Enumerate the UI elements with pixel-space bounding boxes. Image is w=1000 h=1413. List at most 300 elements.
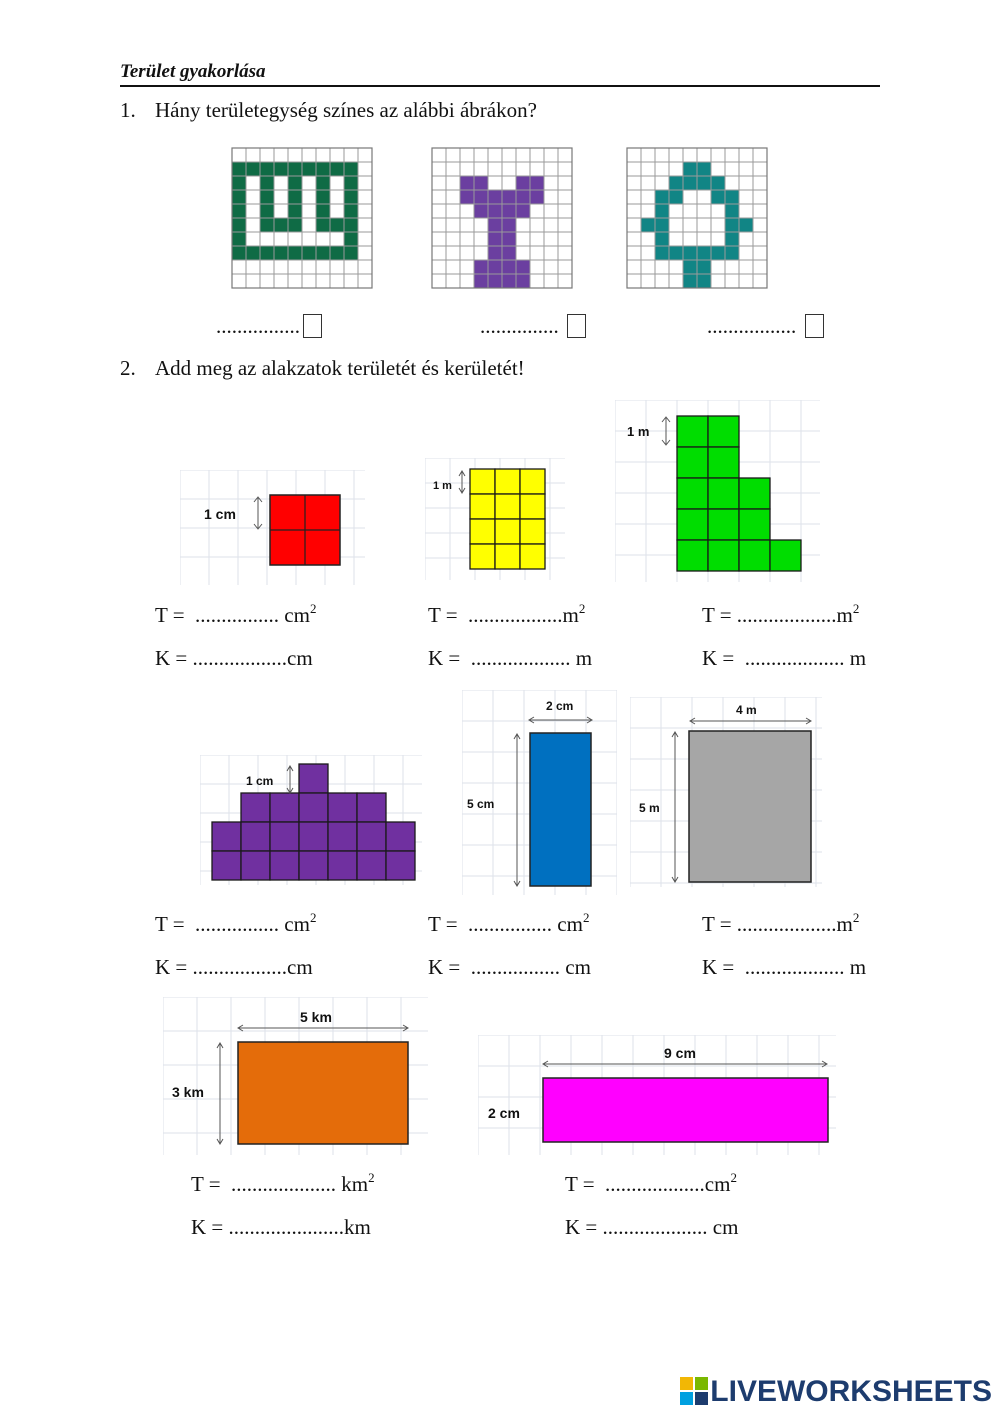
empty-cell bbox=[344, 274, 358, 288]
empty-cell bbox=[460, 218, 474, 232]
colored-cell bbox=[460, 176, 474, 190]
yellow-shape bbox=[470, 469, 545, 569]
empty-cell bbox=[683, 218, 697, 232]
perimeter-blank[interactable]: ................... bbox=[470, 646, 571, 670]
unit-square bbox=[677, 478, 708, 509]
colored-cell bbox=[697, 162, 711, 176]
empty-cell bbox=[530, 162, 544, 176]
colored-cell bbox=[460, 190, 474, 204]
empty-cell bbox=[641, 260, 655, 274]
area-blank[interactable]: ................ bbox=[195, 603, 280, 627]
colored-cell bbox=[260, 176, 274, 190]
colored-cell bbox=[232, 190, 246, 204]
colored-cell bbox=[302, 162, 316, 176]
empty-cell bbox=[516, 162, 530, 176]
colored-cell bbox=[232, 218, 246, 232]
area-label: T = bbox=[428, 912, 458, 936]
area-blank[interactable]: .................... bbox=[231, 1172, 337, 1196]
empty-cell bbox=[432, 260, 446, 274]
colored-cell bbox=[344, 232, 358, 246]
empty-cell bbox=[627, 232, 641, 246]
colored-cell bbox=[488, 204, 502, 218]
empty-cell bbox=[274, 176, 288, 190]
colored-cell bbox=[655, 232, 669, 246]
orange-rect-figure bbox=[163, 997, 428, 1155]
colored-cell bbox=[488, 274, 502, 288]
colored-cell bbox=[274, 162, 288, 176]
colored-cell bbox=[655, 190, 669, 204]
orange-side-label: 3 km bbox=[172, 1084, 204, 1100]
area-label: T = bbox=[155, 603, 185, 627]
answer-5-perimeter bbox=[428, 954, 591, 980]
unit-square bbox=[470, 469, 495, 494]
colored-cell bbox=[530, 190, 544, 204]
unit-square bbox=[520, 494, 545, 519]
empty-cell bbox=[683, 190, 697, 204]
grid-figure-2 bbox=[430, 146, 575, 291]
empty-cell bbox=[316, 148, 330, 162]
empty-cell bbox=[502, 176, 516, 190]
empty-cell bbox=[460, 204, 474, 218]
unit-square bbox=[357, 822, 386, 851]
area-exponent: 2 bbox=[309, 601, 317, 616]
empty-cell bbox=[288, 232, 302, 246]
yellow-rect-figure bbox=[425, 458, 565, 580]
perimeter-label: K = bbox=[702, 646, 735, 670]
empty-cell bbox=[330, 204, 344, 218]
answer-4-perimeter bbox=[155, 954, 313, 980]
unit-square bbox=[299, 764, 328, 793]
perimeter-blank[interactable]: .................. bbox=[192, 646, 288, 670]
empty-cell bbox=[558, 204, 572, 218]
empty-cell bbox=[683, 204, 697, 218]
unit-square bbox=[470, 494, 495, 519]
colored-cell bbox=[641, 218, 655, 232]
orange-shape bbox=[238, 1042, 408, 1144]
empty-cell bbox=[246, 204, 260, 218]
empty-cell bbox=[530, 218, 544, 232]
colored-cell bbox=[502, 274, 516, 288]
colored-cell bbox=[655, 246, 669, 260]
empty-cell bbox=[544, 148, 558, 162]
empty-cell bbox=[697, 218, 711, 232]
purple-unit-label: 1 cm bbox=[246, 774, 274, 788]
colored-cell bbox=[330, 218, 344, 232]
perimeter-blank[interactable]: ................... bbox=[744, 646, 845, 670]
empty-cell bbox=[460, 274, 474, 288]
empty-cell bbox=[330, 148, 344, 162]
q1-answer-2 bbox=[480, 313, 586, 339]
unit-square bbox=[677, 509, 708, 540]
area-unit: km bbox=[341, 1172, 369, 1196]
empty-cell bbox=[358, 232, 372, 246]
colored-cell bbox=[288, 190, 302, 204]
colored-cell bbox=[697, 246, 711, 260]
unit-square bbox=[386, 851, 415, 880]
colored-cell bbox=[502, 190, 516, 204]
empty-cell bbox=[627, 190, 641, 204]
colored-cell bbox=[316, 218, 330, 232]
colored-cell bbox=[274, 246, 288, 260]
question-2-number: 2. bbox=[120, 356, 136, 380]
colored-cell bbox=[725, 246, 739, 260]
colored-cell bbox=[516, 274, 530, 288]
empty-cell bbox=[460, 260, 474, 274]
orange-top-label: 5 km bbox=[300, 1009, 332, 1025]
empty-cell bbox=[655, 176, 669, 190]
liveworksheets-text: LIVEWORKSHEETS bbox=[710, 1375, 992, 1408]
empty-cell bbox=[358, 176, 372, 190]
colored-cell bbox=[711, 246, 725, 260]
empty-cell bbox=[232, 148, 246, 162]
empty-cell bbox=[302, 204, 316, 218]
empty-cell bbox=[246, 190, 260, 204]
colored-cell bbox=[260, 190, 274, 204]
empty-cell bbox=[460, 162, 474, 176]
unit-square bbox=[495, 544, 520, 569]
empty-cell bbox=[530, 232, 544, 246]
empty-cell bbox=[474, 148, 488, 162]
empty-cell bbox=[725, 176, 739, 190]
empty-cell bbox=[432, 246, 446, 260]
empty-cell bbox=[544, 190, 558, 204]
colored-cell bbox=[330, 246, 344, 260]
answer-3-perimeter bbox=[702, 645, 866, 671]
empty-cell bbox=[358, 246, 372, 260]
colored-cell bbox=[502, 218, 516, 232]
empty-cell bbox=[446, 148, 460, 162]
empty-cell bbox=[330, 232, 344, 246]
empty-cell bbox=[544, 232, 558, 246]
empty-cell bbox=[232, 260, 246, 274]
empty-cell bbox=[739, 190, 753, 204]
unit-square bbox=[299, 822, 328, 851]
colored-cell bbox=[260, 218, 274, 232]
empty-cell bbox=[558, 162, 572, 176]
empty-cell bbox=[739, 204, 753, 218]
empty-cell bbox=[669, 232, 683, 246]
unit-square bbox=[520, 519, 545, 544]
empty-cell bbox=[669, 204, 683, 218]
colored-cell bbox=[725, 190, 739, 204]
empty-cell bbox=[302, 232, 316, 246]
colored-cell bbox=[502, 260, 516, 274]
perimeter-blank[interactable]: .................... bbox=[602, 1215, 708, 1239]
empty-cell bbox=[627, 176, 641, 190]
colored-cell bbox=[669, 246, 683, 260]
perimeter-unit: cm bbox=[712, 1215, 739, 1239]
colored-cell bbox=[232, 232, 246, 246]
empty-cell bbox=[627, 162, 641, 176]
colored-cell bbox=[711, 176, 725, 190]
colored-cell bbox=[344, 176, 358, 190]
empty-cell bbox=[544, 246, 558, 260]
empty-cell bbox=[558, 232, 572, 246]
empty-cell bbox=[627, 218, 641, 232]
colored-cell bbox=[739, 218, 753, 232]
empty-cell bbox=[446, 162, 460, 176]
empty-cell bbox=[358, 148, 372, 162]
colored-cell bbox=[683, 260, 697, 274]
empty-cell bbox=[432, 274, 446, 288]
perimeter-unit: km bbox=[344, 1215, 371, 1239]
empty-cell bbox=[753, 274, 767, 288]
empty-cell bbox=[641, 148, 655, 162]
unit-square bbox=[386, 822, 415, 851]
area-blank[interactable]: ................ bbox=[195, 912, 280, 936]
empty-cell bbox=[274, 204, 288, 218]
colored-cell bbox=[288, 246, 302, 260]
colored-cell bbox=[316, 204, 330, 218]
empty-cell bbox=[753, 246, 767, 260]
unit-square bbox=[708, 540, 739, 571]
blue-shape bbox=[530, 733, 591, 886]
answer-6-area bbox=[702, 911, 859, 937]
unit-square bbox=[270, 822, 299, 851]
empty-cell bbox=[358, 162, 372, 176]
empty-cell bbox=[446, 190, 460, 204]
empty-cell bbox=[330, 190, 344, 204]
empty-cell bbox=[246, 218, 260, 232]
perimeter-blank[interactable]: ................... bbox=[744, 955, 845, 979]
q1-answer-1-dots: ................ bbox=[216, 314, 300, 338]
empty-cell bbox=[432, 204, 446, 218]
unit-square bbox=[708, 478, 739, 509]
empty-cell bbox=[344, 148, 358, 162]
perimeter-blank[interactable]: ................. bbox=[470, 955, 561, 979]
area-blank[interactable]: ................... bbox=[736, 603, 837, 627]
empty-cell bbox=[627, 204, 641, 218]
q1-answer-2-box[interactable] bbox=[567, 314, 586, 338]
empty-cell bbox=[302, 176, 316, 190]
empty-cell bbox=[655, 260, 669, 274]
q1-answer-3 bbox=[707, 313, 824, 339]
empty-cell bbox=[669, 274, 683, 288]
colored-cell bbox=[316, 190, 330, 204]
empty-cell bbox=[302, 260, 316, 274]
empty-cell bbox=[669, 260, 683, 274]
area-exponent: 2 bbox=[730, 1170, 737, 1185]
gray-shape bbox=[689, 731, 811, 882]
colored-cell bbox=[274, 218, 288, 232]
colored-cell bbox=[474, 204, 488, 218]
empty-cell bbox=[516, 246, 530, 260]
empty-cell bbox=[739, 176, 753, 190]
answer-7-area bbox=[191, 1171, 375, 1197]
magenta-side-label: 2 cm bbox=[488, 1105, 520, 1121]
colored-cell bbox=[474, 176, 488, 190]
question-1 bbox=[120, 97, 537, 123]
empty-cell bbox=[753, 218, 767, 232]
q1-answer-1-box[interactable] bbox=[303, 314, 322, 338]
area-blank[interactable]: ................ bbox=[468, 912, 553, 936]
empty-cell bbox=[558, 148, 572, 162]
q1-answer-2-dots: ............... bbox=[480, 314, 559, 338]
empty-cell bbox=[753, 176, 767, 190]
empty-cell bbox=[558, 246, 572, 260]
q1-answer-3-box[interactable] bbox=[805, 314, 824, 338]
empty-cell bbox=[488, 176, 502, 190]
colored-cell bbox=[488, 190, 502, 204]
perimeter-label: K = bbox=[565, 1215, 598, 1239]
empty-cell bbox=[516, 232, 530, 246]
empty-cell bbox=[246, 176, 260, 190]
colored-cell bbox=[488, 218, 502, 232]
empty-cell bbox=[544, 260, 558, 274]
empty-cell bbox=[711, 162, 725, 176]
empty-cell bbox=[260, 274, 274, 288]
colored-cell bbox=[516, 176, 530, 190]
colored-cell bbox=[655, 204, 669, 218]
unit-square bbox=[241, 793, 270, 822]
perimeter-unit: cm bbox=[287, 955, 313, 979]
colored-cell bbox=[530, 176, 544, 190]
area-unit: cm bbox=[704, 1172, 731, 1196]
empty-cell bbox=[544, 204, 558, 218]
liveworksheets-logo[interactable] bbox=[680, 1375, 992, 1409]
perimeter-blank[interactable]: ...................... bbox=[228, 1215, 345, 1239]
empty-cell bbox=[288, 260, 302, 274]
area-label: T = bbox=[191, 1172, 221, 1196]
empty-cell bbox=[316, 260, 330, 274]
perimeter-label: K = bbox=[155, 646, 188, 670]
colored-cell bbox=[683, 246, 697, 260]
empty-cell bbox=[274, 148, 288, 162]
colored-cell bbox=[502, 204, 516, 218]
area-exponent: 2 bbox=[852, 910, 860, 925]
empty-cell bbox=[683, 148, 697, 162]
unit-square bbox=[739, 478, 770, 509]
empty-cell bbox=[316, 274, 330, 288]
area-label: T = bbox=[428, 603, 458, 627]
area-blank[interactable]: ................... bbox=[605, 1172, 705, 1196]
colored-cell bbox=[474, 190, 488, 204]
grid-figure-3 bbox=[625, 146, 770, 291]
colored-cell bbox=[516, 190, 530, 204]
empty-cell bbox=[446, 260, 460, 274]
perimeter-label: K = bbox=[428, 955, 461, 979]
empty-cell bbox=[725, 162, 739, 176]
unit-square bbox=[357, 793, 386, 822]
colored-cell bbox=[288, 218, 302, 232]
question-1-text: Hány területegység színes az alábbi ábrákon? bbox=[155, 98, 537, 122]
empty-cell bbox=[641, 246, 655, 260]
unit-square bbox=[241, 851, 270, 880]
empty-cell bbox=[697, 190, 711, 204]
area-label: T = bbox=[565, 1172, 595, 1196]
empty-cell bbox=[711, 218, 725, 232]
gray-top-label: 4 m bbox=[736, 703, 757, 717]
empty-cell bbox=[260, 232, 274, 246]
perimeter-unit: m bbox=[849, 646, 867, 670]
empty-cell bbox=[432, 190, 446, 204]
colored-cell bbox=[232, 162, 246, 176]
empty-cell bbox=[711, 232, 725, 246]
empty-cell bbox=[358, 260, 372, 274]
unit-square bbox=[770, 540, 801, 571]
area-exponent: 2 bbox=[582, 910, 590, 925]
colored-cell bbox=[725, 232, 739, 246]
empty-cell bbox=[488, 162, 502, 176]
area-exponent: 2 bbox=[852, 601, 860, 616]
unit-square bbox=[708, 416, 739, 447]
empty-cell bbox=[558, 260, 572, 274]
empty-cell bbox=[274, 260, 288, 274]
area-blank[interactable]: ................... bbox=[736, 912, 837, 936]
gray-side-label: 5 m bbox=[639, 801, 660, 815]
empty-cell bbox=[627, 148, 641, 162]
empty-cell bbox=[530, 246, 544, 260]
empty-cell bbox=[446, 274, 460, 288]
empty-cell bbox=[669, 218, 683, 232]
colored-cell bbox=[260, 246, 274, 260]
empty-cell bbox=[530, 148, 544, 162]
area-exponent: 2 bbox=[309, 910, 317, 925]
empty-cell bbox=[358, 204, 372, 218]
unit-square bbox=[677, 540, 708, 571]
colored-cell bbox=[260, 162, 274, 176]
area-unit: cm bbox=[557, 912, 583, 936]
answer-5-area bbox=[428, 911, 589, 937]
empty-cell bbox=[753, 232, 767, 246]
empty-cell bbox=[725, 148, 739, 162]
red-square-figure bbox=[180, 470, 365, 585]
empty-cell bbox=[669, 162, 683, 176]
empty-cell bbox=[358, 190, 372, 204]
answer-1-area bbox=[155, 602, 316, 628]
empty-cell bbox=[302, 148, 316, 162]
empty-cell bbox=[260, 148, 274, 162]
empty-cell bbox=[558, 176, 572, 190]
perimeter-label: K = bbox=[702, 955, 735, 979]
area-blank[interactable]: .................. bbox=[468, 603, 563, 627]
colored-cell bbox=[697, 260, 711, 274]
empty-cell bbox=[739, 246, 753, 260]
empty-cell bbox=[446, 204, 460, 218]
answer-4-area bbox=[155, 911, 316, 937]
perimeter-blank[interactable]: .................. bbox=[192, 955, 288, 979]
empty-cell bbox=[330, 176, 344, 190]
area-unit: m bbox=[836, 603, 853, 627]
blue-side-label: 5 cm bbox=[467, 797, 495, 811]
empty-cell bbox=[641, 190, 655, 204]
area-exponent: 2 bbox=[368, 1170, 375, 1185]
empty-cell bbox=[711, 274, 725, 288]
unit-square bbox=[495, 519, 520, 544]
colored-cell bbox=[697, 176, 711, 190]
empty-cell bbox=[502, 162, 516, 176]
blue-top-label: 2 cm bbox=[546, 699, 574, 713]
answer-2-perimeter bbox=[428, 645, 592, 671]
empty-cell bbox=[432, 148, 446, 162]
empty-cell bbox=[683, 232, 697, 246]
unit-square bbox=[328, 822, 357, 851]
empty-cell bbox=[446, 232, 460, 246]
colored-cell bbox=[316, 162, 330, 176]
unit-square bbox=[708, 509, 739, 540]
answer-8-perimeter bbox=[565, 1214, 738, 1240]
empty-cell bbox=[474, 218, 488, 232]
colored-cell bbox=[488, 232, 502, 246]
empty-cell bbox=[432, 176, 446, 190]
colored-cell bbox=[711, 190, 725, 204]
empty-cell bbox=[739, 162, 753, 176]
magenta-top-label: 9 cm bbox=[664, 1045, 696, 1061]
empty-cell bbox=[655, 162, 669, 176]
empty-cell bbox=[246, 232, 260, 246]
empty-cell bbox=[641, 274, 655, 288]
yellow-unit-label: 1 m bbox=[433, 480, 452, 492]
